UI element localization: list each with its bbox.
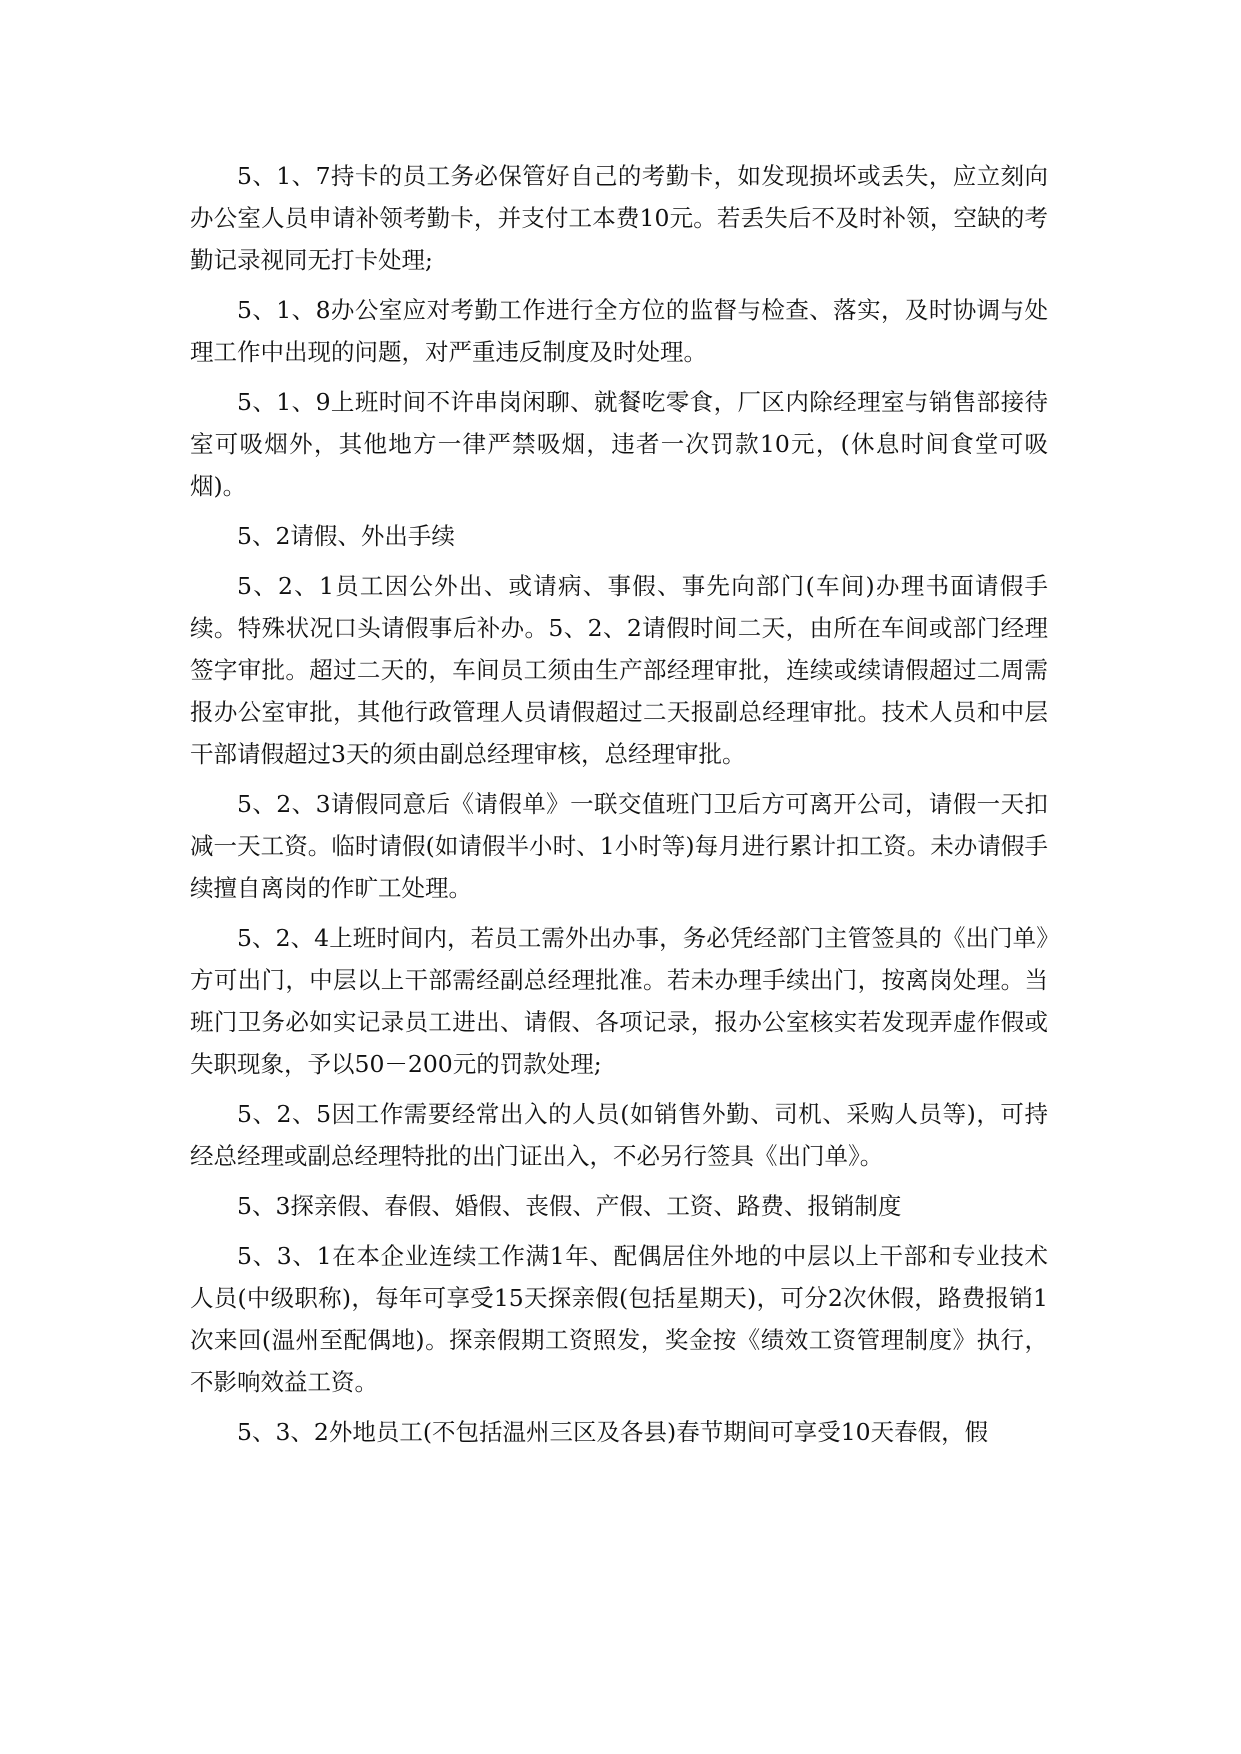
section-heading-holidays: 5、3探亲假、春假、婚假、丧假、产假、工资、路费、报销制度 (237, 1192, 902, 1220)
paragraph-office-supervision: 5、1、8办公室应对考勤工作进行全方位的监督与检查、落实，及时协调与处理工作中出现的问题，对严重违反制度及时处理。 (190, 296, 1048, 366)
document-body (190, 155, 1048, 1461)
paragraph-spring-festival-leave: 5、3、2外地员工(不包括温州三区及各县)春节期间可享受10天春假，假 (237, 1418, 989, 1446)
paragraph-exit-slip: 5、2、4上班时间内，若员工需外出办事，务必凭经部门主管签具的《出门单》方可出门，中层以上干部需经副总经理批准。若未办理手续出门，按离岗处理。当班门卫务必如实记录员工进出、请假、各项记录，报办公室核实若发现弄虚作假或失职现象，予以50－200元的罚款处理; (190, 924, 1048, 1078)
paragraph-leave-procedure: 5、2、1员工因公外出、或请病、事假、事先向部门(车间)办理书面请假手续。特殊状况口头请假事后补办。5、2、2请假时间二天，由所在车间或部门经理签字审批。超过二天的，车间员工须由生产部经理审批，连续或续请假超过二周需报办公室审批，其他行政管理人员请假超过二天报副总经理审批。技术人员和中层干部请假超过3天的须由副总经理审核，总经理审批。 (190, 572, 1048, 768)
paragraph-leave-slip: 5、2、3请假同意后《请假单》一联交值班门卫后方可离开公司，请假一天扣减一天工资。临时请假(如请假半小时、1小时等)每月进行累计扣工资。未办请假手续擅自离岗的作旷工处理。 (190, 790, 1048, 902)
paragraph-work-conduct: 5、1、9上班时间不许串岗闲聊、就餐吃零食，厂区内除经理室与销售部接待室可吸烟外，其他地方一律严禁吸烟，违者一次罚款10元，(休息时间食堂可吸烟)。 (190, 388, 1048, 500)
paragraph-attendance-card: 5、1、7持卡的员工务必保管好自己的考勤卡，如发现损坏或丢失，应立刻向办公室人员申请补领考勤卡，并支付工本费10元。若丢失后不及时补领，空缺的考勤记录视同无打卡处理; (190, 162, 1048, 274)
paragraph-exit-permit: 5、2、5因工作需要经常出入的人员(如销售外勤、司机、采购人员等)，可持经总经理或副总经理特批的出门证出入，不必另行签具《出门单》。 (190, 1100, 1048, 1170)
paragraph-family-visit-leave: 5、3、1在本企业连续工作满1年、配偶居住外地的中层以上干部和专业技术人员(中级职称)，每年可享受15天探亲假(包括星期天)，可分2次休假，路费报销1次来回(温州至配偶地)。探亲假期工资照发，奖金按《绩效工资管理制度》执行，不影响效益工资。 (190, 1242, 1048, 1396)
section-heading-leave: 5、2请假、外出手续 (237, 522, 455, 550)
